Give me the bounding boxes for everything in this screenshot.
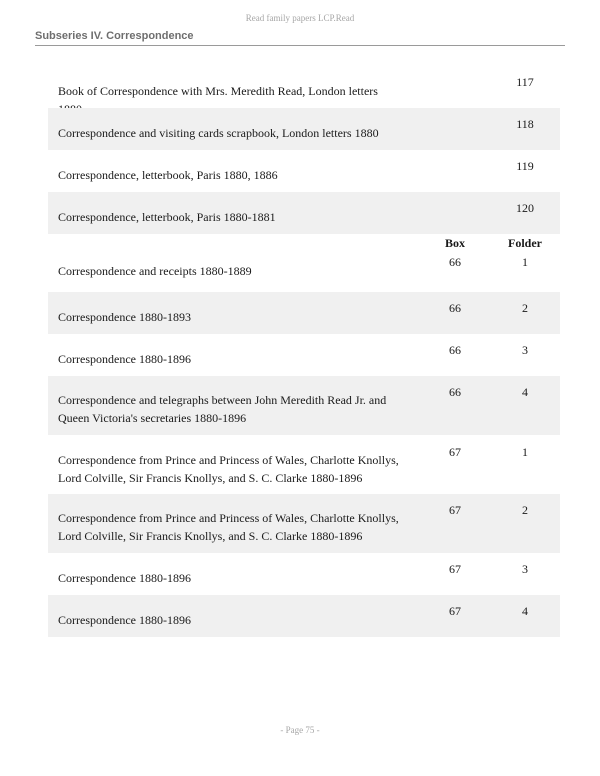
box-number: 67	[449, 503, 461, 517]
list-item	[48, 108, 560, 150]
series-heading: Subseries IV. Correspondence	[35, 30, 194, 42]
item-title: Correspondence 1880-1896	[58, 613, 191, 627]
box-number: 67	[449, 604, 461, 618]
box-number: 66	[449, 301, 461, 315]
folder-number: 119	[516, 159, 534, 173]
heading-rule	[35, 45, 565, 46]
item-title: Correspondence 1880-1893	[58, 310, 191, 324]
folder-number: 2	[522, 301, 528, 315]
running-head: Read family papers LCP.Read	[245, 13, 355, 23]
folder-number: 1	[522, 255, 528, 269]
list-item	[48, 150, 560, 192]
folder-number: 4	[522, 385, 528, 399]
folder-number: 118	[516, 117, 534, 131]
list-item	[48, 192, 560, 234]
item-title: Correspondence, letterbook, Paris 1880, 1886	[58, 168, 278, 182]
item-title: Book of Correspondence with Mrs. Meredith Read, London letters	[58, 84, 378, 98]
item-title: Correspondence 1880-1896	[58, 352, 191, 366]
list-item	[48, 292, 560, 334]
folder-number: 3	[522, 343, 528, 357]
column-header-box: Box	[444, 236, 465, 250]
item-title: Correspondence and telegraphs between John Meredith Read Jr. and Queen Victoria's secretaries 1880-1896	[58, 393, 387, 425]
box-number: 66	[449, 255, 461, 269]
folder-number: 1	[522, 445, 528, 459]
item-title: Correspondence, letterbook, Paris 1880-1881	[58, 210, 276, 224]
page-number: - Page 75 -	[280, 725, 320, 735]
list-item	[48, 376, 560, 435]
list-item	[48, 435, 560, 494]
item-title: Correspondence from Prince and Princess of Wales, Charlotte Knollys, Lord Colville, Sir Francis Knollys, and S. C. Clarke 1880-1896	[58, 453, 399, 485]
list-item	[48, 334, 560, 376]
list-item	[48, 494, 560, 553]
box-number: 66	[449, 343, 461, 357]
list-item	[48, 595, 560, 637]
item-title: Correspondence 1880-1896	[58, 571, 191, 585]
folder-number: 120	[516, 201, 534, 215]
folder-number: 117	[516, 75, 534, 89]
list-item	[48, 66, 560, 108]
item-title: Correspondence and visiting cards scrapbook, London letters 1880	[58, 126, 379, 140]
folder-number: 2	[522, 503, 528, 517]
box-number: 66	[449, 385, 461, 399]
list-item	[48, 250, 560, 292]
column-header-folder: Folder	[508, 236, 542, 250]
folder-number: 4	[522, 604, 528, 618]
box-number: 67	[449, 445, 461, 459]
list-item	[48, 553, 560, 595]
item-title: Correspondence and receipts 1880-1889	[58, 264, 252, 278]
folder-number: 3	[522, 562, 528, 576]
container-list	[48, 66, 560, 637]
column-header-row	[48, 234, 560, 250]
item-title: Correspondence from Prince and Princess of Wales, Charlotte Knollys, Lord Colville, Sir Francis Knollys, and S. C. Clarke 1880-1896	[58, 511, 399, 543]
box-number: 67	[449, 562, 461, 576]
